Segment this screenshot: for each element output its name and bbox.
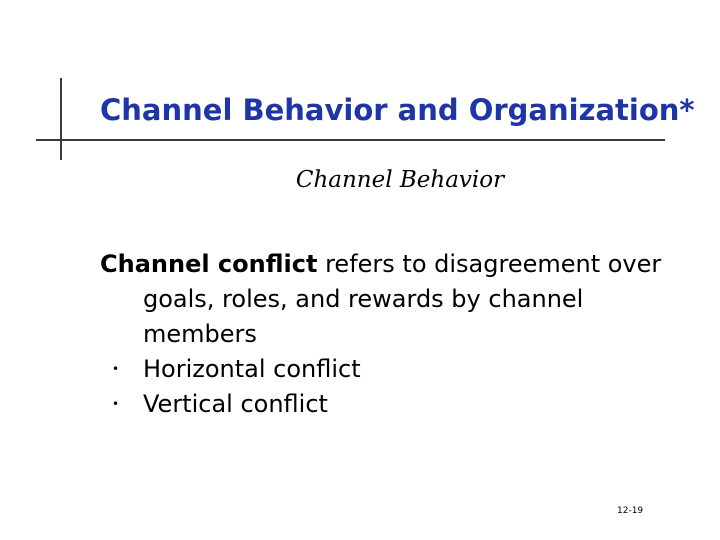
vertical-rule [60,78,62,160]
page-number: 12-19 [617,506,644,516]
bullet-icon: • [112,397,120,411]
key-term: Channel conflict [100,250,318,278]
list-item [100,352,700,387]
horizontal-rule [36,139,665,141]
bullet-list [100,352,700,422]
bullet-text: Vertical conflict [143,390,328,418]
slide-body [100,247,700,422]
definition-paragraph [100,247,700,352]
list-item [100,387,700,422]
definition-text: refers to disagreement over goals, roles, and rewards by channel members [143,250,662,348]
slide-subtitle: Channel Behavior [295,167,505,193]
bullet-text: Horizontal conflict [143,355,361,383]
slide-title: Channel Behavior and Organization* [100,93,695,127]
bullet-icon: • [112,362,120,376]
